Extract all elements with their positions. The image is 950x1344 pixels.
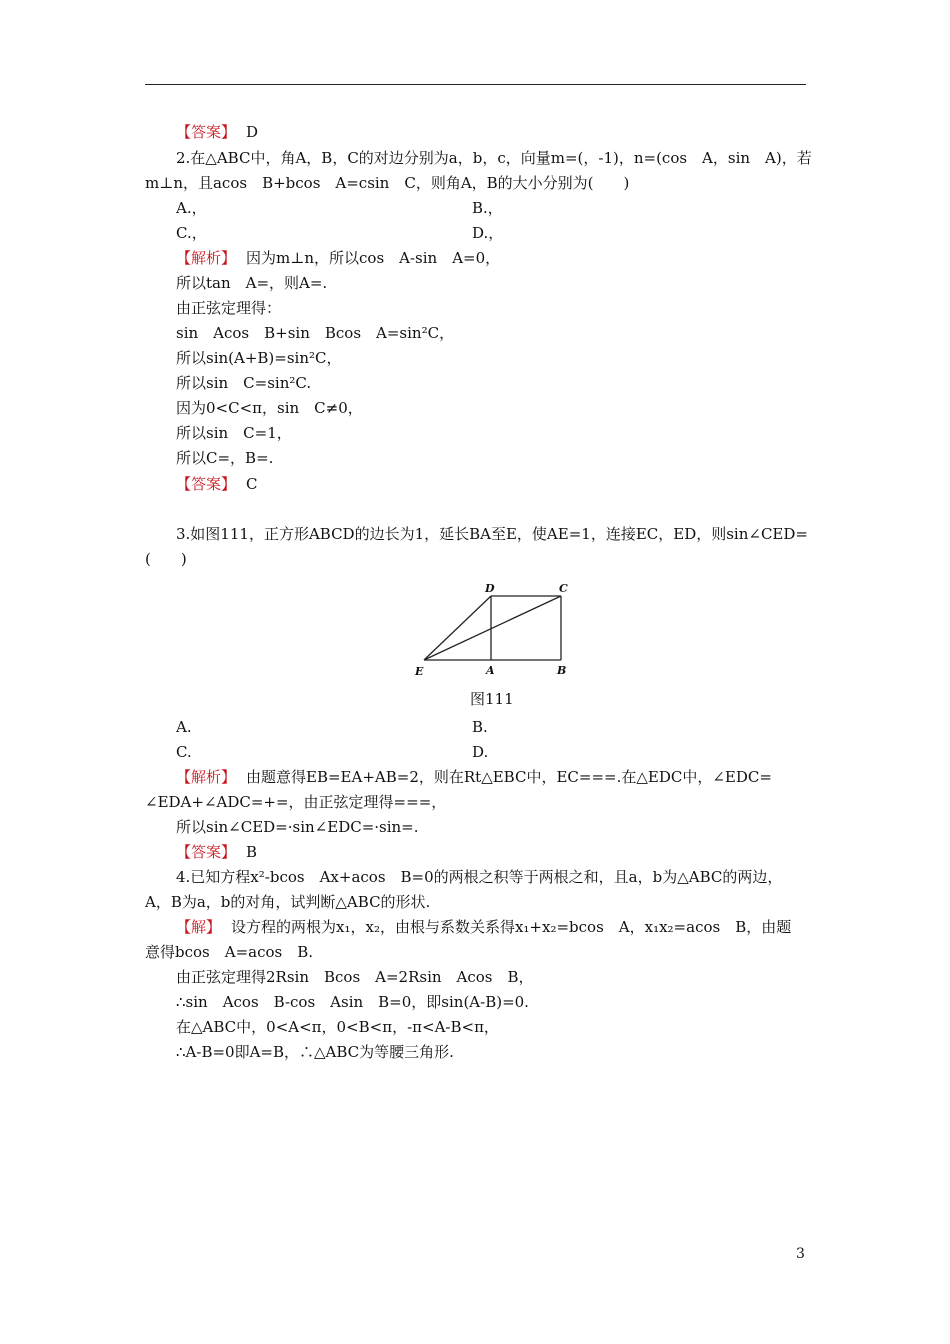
page-number: 3 — [796, 1246, 805, 1262]
q2-analysis-line-5: 所以sin(A+B)=sin²C， — [176, 349, 342, 367]
answer-label: 【答案】 — [176, 843, 237, 861]
q2-answer-line — [176, 473, 258, 495]
q4-stem-line-1: 4.已知方程x²-bcos Ax+acos B=0的两根之积等于两根之和，且a，b为△ABC的两边， — [176, 868, 783, 886]
q4-solution-line-4: ∴sin Acos B-cos Asin B=0，即sin(A-B)=0. — [176, 993, 529, 1011]
q3-analysis-line-3: 所以sin∠CED=·sin∠EDC=·sin=. — [176, 818, 419, 836]
q2-analysis-line-6: 所以sin C=sin²C. — [176, 374, 312, 392]
q3-analysis-line-2: ∠EDA+∠ADC=+=，由正弦定理得===， — [145, 793, 447, 811]
q2-analysis-line-9: 所以C=，B=. — [176, 449, 274, 467]
solution-label: 【解】 — [176, 918, 222, 936]
option-c: C.， — [176, 224, 207, 242]
option-c: C. — [176, 743, 192, 761]
label-E: E — [415, 665, 424, 678]
q4-solution-line-1 — [176, 916, 791, 938]
header-rule — [145, 84, 806, 85]
label-D: D — [485, 582, 495, 595]
square-figure — [405, 578, 590, 680]
q4-solution-line-3: 由正弦定理得2Rsin Bcos A=2Rsin Acos B， — [176, 968, 534, 986]
answer-label: 【答案】 — [176, 475, 237, 493]
label-C: C — [559, 582, 568, 595]
q4-stem-line-2: A，B为a，b的对角，试判断△ABC的形状. — [145, 893, 431, 911]
q2-analysis-line-3: 由正弦定理得： — [176, 299, 282, 317]
analysis-text: 因为m⊥n，所以cos A-sin A=0， — [246, 249, 501, 267]
option-b: B. — [472, 718, 488, 736]
q3-stem-line-1: 3.如图111，正方形ABCD的边长为1，延长BA至E，使AE=1，连接EC，ED，则sin∠CED= — [176, 525, 808, 543]
q1-answer-line — [176, 121, 258, 143]
analysis-label: 【解析】 — [176, 249, 237, 267]
q2-options-row-1 — [176, 197, 207, 219]
label-A: A — [486, 664, 495, 677]
line-ED — [424, 596, 491, 660]
answer-label: 【答案】 — [176, 123, 237, 141]
q2-analysis-line-1 — [176, 247, 500, 269]
option-b: B.， — [472, 199, 503, 217]
answer-value: C — [246, 475, 258, 493]
option-a: A. — [176, 718, 192, 736]
option-a: A.， — [176, 199, 207, 217]
q4-solution-line-5: 在△ABC中，0<A<π，0<B<π，-π<A-B<π， — [176, 1018, 499, 1036]
option-d: D.， — [472, 224, 504, 242]
answer-value: B — [246, 843, 258, 861]
q2-stem-line-1: 2.在△ABC中，角A，B，C的对边分别为a，b，c，向量m=(，-1)，n=(cos A，sin A)，若 — [176, 149, 812, 167]
q4-solution-line-2: 意得bcos A=acos B. — [145, 943, 313, 961]
q4-solution-line-6: ∴A-B=0即A=B，∴△ABC为等腰三角形. — [176, 1043, 454, 1061]
q2-analysis-line-2: 所以tan A=，则A=. — [176, 274, 328, 292]
q2-analysis-line-8: 所以sin C=1， — [176, 424, 292, 442]
q2-analysis-line-7: 因为0<C<π，sin C≠0， — [176, 399, 363, 417]
q3-analysis-line-1 — [176, 766, 772, 788]
q2-analysis-line-4: sin Acos B+sin Bcos A=sin²C， — [176, 324, 455, 342]
analysis-text: 由题意得EB=EA+AB=2，则在Rt△EBC中，EC===.在△EDC中，∠EDC= — [246, 768, 772, 786]
line-EC — [424, 596, 561, 660]
answer-value: D — [246, 123, 259, 141]
q2-stem-line-2: m⊥n，且acos B+bcos A=csin C，则角A，B的大小分别为( ) — [145, 174, 630, 192]
q3-stem-line-2: ( ) — [145, 550, 187, 568]
solution-text: 设方程的两根为x₁，x₂，由根与系数关系得x₁+x₂=bcos A，x₁x₂=acos B，由题 — [231, 918, 792, 936]
option-d: D. — [472, 743, 489, 761]
figure-caption: 图111 — [470, 690, 514, 708]
label-B: B — [557, 664, 567, 677]
q3-answer-line — [176, 841, 257, 863]
analysis-label: 【解析】 — [176, 768, 237, 786]
